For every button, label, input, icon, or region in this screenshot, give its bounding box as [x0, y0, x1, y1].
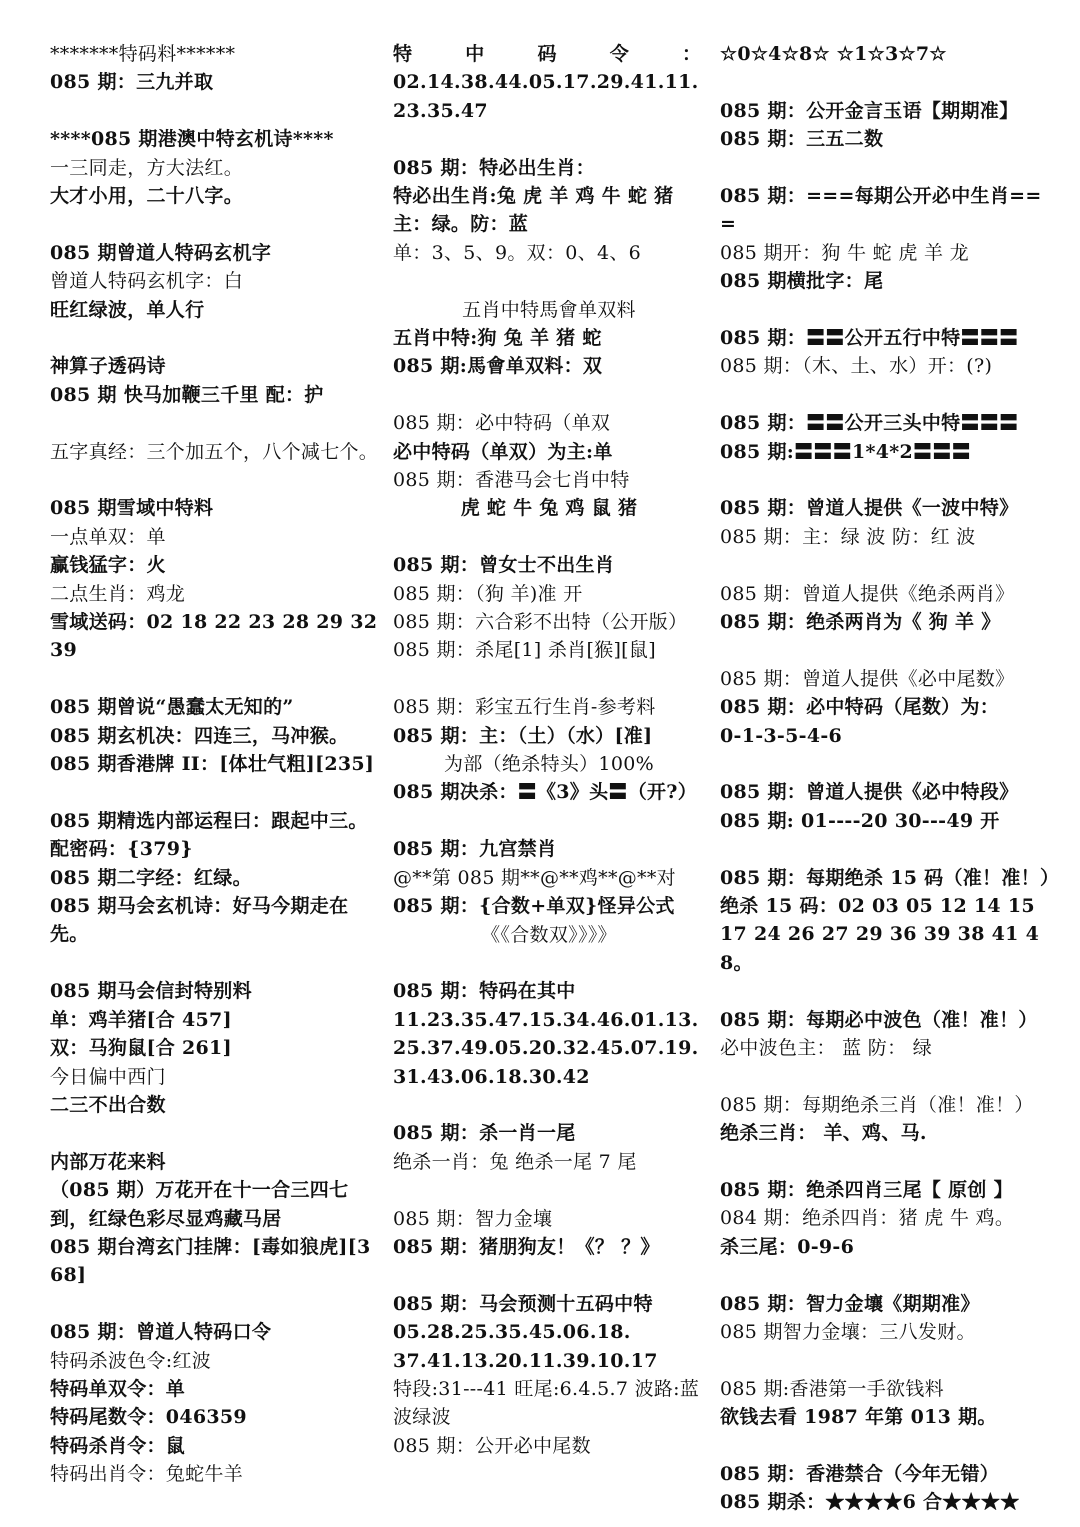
text-line: 绝杀 15 码：02 03 05 12 14 15 17 24 26 27 29 36 39 38 41 48。: [720, 895, 1042, 974]
blank-gap: [393, 523, 705, 551]
blank-gap: [50, 665, 380, 693]
text-line: 085 期横批字：尾: [720, 270, 884, 293]
text-line: 085 期 快马加鞭三千里 配：护: [50, 383, 324, 406]
text-line: 必中波色主： 蓝 防： 绿: [720, 1037, 933, 1060]
column-right: [720, 40, 1060, 1517]
text-line: 神算子透码诗: [50, 355, 166, 378]
text-line: 085 期：必中特码（单双: [393, 412, 611, 435]
blank-gap: [393, 267, 705, 295]
text-line: 085 期曾道人特码玄机字: [50, 241, 272, 264]
blank-gap: [720, 750, 1050, 778]
text-line: 特段:31---41 旺尾:6.4.5.7 波路:蓝波绿波: [393, 1377, 700, 1429]
text-line: 085 期玄机决：四连三，马冲猴。: [50, 724, 349, 747]
text-line: 一点单双：单: [50, 525, 166, 548]
text-line: 37.41.13.20.11.39.10.17: [393, 1349, 658, 1372]
blank-gap: [50, 1119, 380, 1147]
blank-gap: [720, 1261, 1050, 1289]
text-line: 085 期：公开必中尾数: [393, 1434, 591, 1457]
text-line: 02.14.38.44.05.17.29.41.11.23.35.47: [393, 71, 699, 122]
text-line: 特码杀波色令:红波: [50, 1349, 212, 1372]
text-line: 绝杀三肖： 羊、鸡、马.: [720, 1122, 927, 1145]
blank-gap: [720, 296, 1050, 324]
text-line: 085 期：===每期公开必中生肖===: [720, 185, 1042, 236]
text-line: 085 期开：狗 牛 蛇 虎 羊 龙: [720, 241, 969, 264]
text-line: 085 期雪域中特料: [50, 497, 214, 520]
text-line: ☆0☆4☆8☆ ☆1☆3☆7☆: [720, 43, 947, 65]
text-line: 085 期精选内部运程曰：跟起中三。: [50, 809, 368, 832]
text-line: 085 期：绝杀两肖为《 狗 羊 》: [720, 611, 1001, 634]
text-line: 主：绿。防：蓝: [393, 213, 529, 236]
blank-gap: [393, 807, 705, 835]
blank-gap: [393, 665, 705, 693]
text-line: 杀三尾：0-9-6: [720, 1235, 855, 1258]
text-line: 0-1-3-5-4-6: [720, 724, 843, 747]
text-line: 085 期：三五二数: [720, 128, 884, 151]
text-line: 085 期：杀尾[1] 杀肖[猴][鼠]: [393, 639, 656, 662]
text-line: 085 期决杀：〓《3》头〓（开?）: [393, 781, 698, 804]
blank-gap: [393, 949, 705, 977]
text-line: 特码出肖令：兔蛇牛羊: [50, 1463, 244, 1486]
text-line: 085 期：主：（土）（水）[准]: [393, 724, 653, 747]
text-line: 085 期：六合彩不出特（公开版）: [393, 611, 688, 634]
text-line: 双：马狗鼠[合 261]: [50, 1037, 232, 1060]
column-left: [50, 40, 385, 1489]
text-line: 085 期曾说“愚蠢太无知的”: [50, 696, 294, 719]
text-line: 085 期:馬會单双料：双: [393, 355, 603, 378]
text-line: 五肖中特:狗 兔 羊 猪 蛇: [393, 327, 602, 350]
text-line: 085 期：{合数+单双}怪异公式: [393, 895, 675, 918]
text-line: 085 期马会玄机诗：好马今期走在先。: [50, 895, 349, 946]
blank-gap: [720, 1346, 1050, 1374]
text-line: 五字真经：三个加五个，八个减七个。: [50, 440, 379, 463]
text-line: （085 期）万花开在十一合三四七到，红绿色彩尽显鸡藏马居: [50, 1179, 349, 1230]
text-line: 085 期：〓〓公开三头中特〓〓〓: [720, 412, 1019, 435]
text-line: 特码单双令：单: [50, 1377, 186, 1400]
blank-gap: [50, 210, 380, 238]
text-line: 必中特码（单双）为主:单: [393, 440, 613, 463]
text-line: 085 期台湾玄门挂牌：[毒如狼虎][368]: [50, 1235, 371, 1287]
text-line: 绝杀一肖：兔 绝杀一尾 7 尾: [393, 1150, 637, 1173]
text-line: *******特码料******: [50, 43, 236, 65]
text-line: 084 期：绝杀四肖：猪 虎 牛 鸡。: [720, 1207, 1015, 1230]
blank-gap: [720, 977, 1050, 1005]
text-line: 085 期：猪朋狗友！《？ ？》: [393, 1235, 660, 1258]
blank-gap: [50, 466, 380, 494]
text-line: 085 期:〓〓〓1*4*2〓〓〓: [720, 440, 971, 463]
text-line: 085 期：曾道人提供《必中特段》: [720, 781, 1019, 804]
blank-gap: [393, 381, 705, 409]
text-line: 085 期二字经：红绿。: [50, 866, 252, 889]
text-line: 特必出生肖:兔 虎 羊 鸡 牛 蛇 猪: [393, 185, 674, 208]
text-line: 赢钱猛字：火: [50, 554, 166, 577]
blank-gap: [720, 1432, 1050, 1460]
text-line: 内部万花来料: [50, 1150, 166, 1173]
text-line: 085 期：杀一肖一尾: [393, 1122, 576, 1145]
text-line: 虎 蛇 牛 兔 鸡 鼠 猪: [460, 497, 638, 520]
text-line: 11.23.35.47.15.34.46.01.13.25.37.49.05.20.32.45.07.19.31.43.06.18.30.42: [393, 1008, 699, 1088]
text-line: 特码尾数令：046359: [50, 1406, 247, 1429]
text-line: 085 期：每期必中波色（准！准！）: [720, 1008, 1038, 1031]
text-line: 085 期：曾道人提供《必中尾数》: [720, 667, 1015, 690]
text-line: 085 期：〓〓公开五行中特〓〓〓: [720, 327, 1019, 350]
text-line: 085 期：每期绝杀 15 码（准！准！）: [720, 866, 1060, 889]
text-line: 085 期：三九并取: [50, 71, 214, 94]
blank-gap: [720, 1062, 1050, 1090]
text-line: 单：3、5、9。双：0、4、6: [393, 241, 642, 264]
text-line: 旺红绿波，单人行: [50, 298, 205, 321]
text-line: 085 期：（木、土、水）开：(?): [720, 355, 993, 378]
text-line: ****085 期港澳中特玄机诗****: [50, 128, 334, 151]
text-line: 二点生肖：鸡龙: [50, 582, 186, 605]
text-line: 085 期：曾道人特码口令: [50, 1321, 272, 1344]
blank-gap: [50, 97, 380, 125]
text-line: @**第 085 期**@**鸡**@**对: [393, 866, 676, 889]
blank-gap: [393, 1176, 705, 1204]
blank-gap: [720, 636, 1050, 664]
text-line: 曾道人特码玄机字：白: [50, 270, 244, 293]
text-line: 雪域送码：02 18 22 23 28 29 32 39: [50, 611, 385, 662]
blank-gap: [720, 466, 1050, 494]
text-line: 五肖中特馬會单双料: [462, 298, 636, 321]
text-line: 特中码令：: [393, 43, 705, 65]
text-line: 085 期智力金壤：三八发财。: [720, 1321, 976, 1344]
blank-gap: [720, 154, 1050, 182]
text-line: 085 期：智力金壤: [393, 1207, 553, 1230]
text-line: 085 期香港牌 II：[体壮气粗][235]: [50, 753, 375, 776]
text-line: 085 期：九宫禁肖: [393, 838, 557, 861]
column-middle: [393, 40, 705, 1460]
blank-gap: [720, 68, 1050, 96]
text-line: 085 期：特码在其中: [393, 980, 576, 1003]
text-line: 085 期：主：绿 波 防：红 波: [720, 525, 976, 548]
blank-gap: [50, 778, 380, 806]
text-line: 085 期：马会预测十五码中特: [393, 1292, 653, 1315]
text-line: 大才小用，二十八字。: [50, 185, 244, 208]
blank-gap: [393, 1261, 705, 1289]
text-line: 欲钱去看 1987 年第 013 期。: [720, 1406, 997, 1429]
text-line: 05.28.25.35.45.06.18.: [393, 1321, 631, 1344]
text-line: 085 期杀：★★★★6 合★★★★: [720, 1491, 1020, 1514]
text-line: 085 期：特必出生肖：: [393, 156, 595, 179]
text-line: 085 期：公开金言玉语【期期准】: [720, 99, 1019, 122]
blank-gap: [720, 381, 1050, 409]
text-line: 085 期: 01----20 30---49 开: [720, 809, 1000, 832]
blank-gap: [50, 1290, 380, 1318]
blank-gap: [720, 835, 1050, 863]
text-line: 《《合数双》》》》: [481, 923, 617, 946]
text-line: 一三同走，方大法红。: [50, 156, 244, 179]
text-line: 085 期：绝杀四肖三尾【 原创 】: [720, 1179, 1013, 1202]
blank-gap: [720, 551, 1050, 579]
blank-gap: [50, 324, 380, 352]
blank-gap: [50, 949, 380, 977]
text-line: 085 期：智力金壤《期期准》: [720, 1292, 980, 1315]
text-line: 085 期：曾女士不出生肖: [393, 554, 615, 577]
blank-gap: [50, 409, 380, 437]
text-line: 085 期：香港禁合（今年无错）: [720, 1463, 1000, 1486]
text-line: 今日偏中西门: [50, 1065, 166, 1088]
text-line: 二三不出合数: [50, 1093, 166, 1116]
text-line: 085 期马会信封特别料: [50, 980, 252, 1003]
text-line: 085 期：必中特码（尾数）为：: [720, 696, 1000, 719]
text-line: 配密码：{379}: [50, 838, 193, 861]
text-line: 085 期：曾道人提供《绝杀两肖》: [720, 582, 1015, 605]
text-line: 特码杀肖令：鼠: [50, 1434, 186, 1457]
text-line: 085 期：（狗 羊)准 开: [393, 582, 583, 605]
text-line: 085 期：每期绝杀三肖（准！准！）: [720, 1093, 1034, 1116]
text-line: 085 期：彩宝五行生肖-参考料: [393, 696, 656, 719]
text-line: 为部（绝杀特头）100%: [444, 753, 654, 776]
text-line: 085 期:香港第一手欲钱料: [720, 1377, 944, 1400]
text-line: 085 期：香港马会七肖中特: [393, 469, 630, 492]
blank-gap: [393, 125, 705, 153]
text-line: 085 期：曾道人提供《一波中特》: [720, 497, 1019, 520]
text-line: 单：鸡羊猪[合 457]: [50, 1008, 232, 1031]
blank-gap: [720, 1148, 1050, 1176]
blank-gap: [393, 1091, 705, 1119]
